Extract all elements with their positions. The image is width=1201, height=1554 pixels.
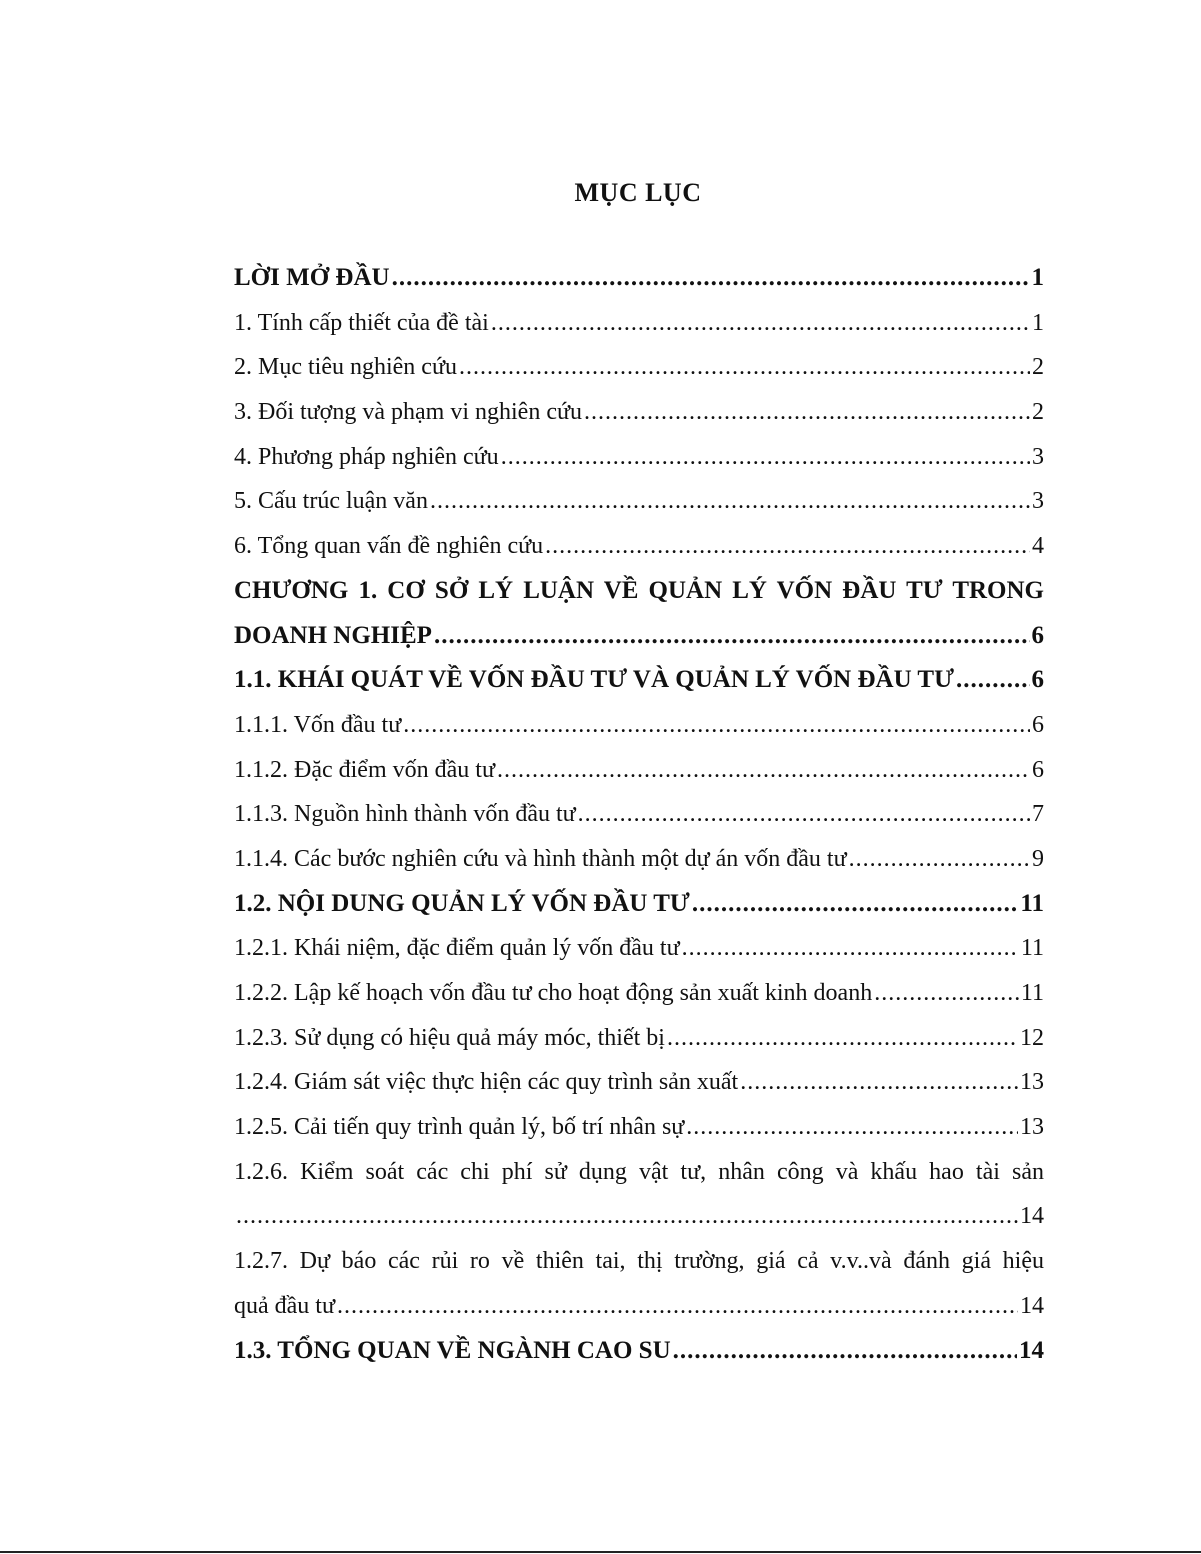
toc-entry[interactable]	[234, 345, 1044, 390]
toc-entry-label-continued: quả đầu tư	[234, 1292, 335, 1319]
toc-entry[interactable]	[234, 1105, 1044, 1150]
toc-entry[interactable]	[234, 1239, 1044, 1328]
toc-leader-dots	[667, 1016, 1018, 1061]
toc-entry-label: 1.2.5. Cải tiến quy trình quản lý, bố trí nhân sự	[234, 1114, 685, 1141]
toc-entry[interactable]	[234, 256, 1044, 301]
toc-leader-dots	[501, 435, 1030, 480]
toc-leader-dots	[956, 658, 1030, 703]
toc-entry-label: 1.2.3. Sử dụng có hiệu quả máy móc, thiết bị	[234, 1024, 665, 1051]
toc-page-number: 1	[1031, 264, 1044, 291]
toc-entry-label: LỜI MỞ ĐẦU	[234, 264, 390, 291]
toc-entry-label-continued: DOANH NGHIỆP	[234, 621, 432, 649]
toc-entry-label: 1.2.6. Kiểm soát các chi phí sử dụng vật tư, nhân công và khấu hao tài sản	[234, 1158, 1044, 1185]
toc-entry-label: 5. Cấu trúc luận văn	[234, 488, 428, 515]
page-bottom-edge	[0, 1551, 1201, 1553]
toc-leader-dots	[673, 1329, 1017, 1374]
toc-page-number: 11	[1020, 935, 1044, 962]
toc-page-number: 11	[1020, 980, 1044, 1007]
toc-entry[interactable]	[234, 926, 1044, 971]
toc-entry[interactable]	[234, 479, 1044, 524]
toc-entry[interactable]	[234, 390, 1044, 435]
toc-leader-dots	[236, 1194, 1018, 1239]
toc-entry[interactable]	[234, 658, 1044, 703]
toc-page-number: 2	[1032, 354, 1044, 381]
toc-entry-label: 1.2. NỘI DUNG QUẢN LÝ VỐN ĐẦU TƯ	[234, 889, 690, 917]
toc-leader-dots	[459, 345, 1030, 390]
toc-entry[interactable]	[234, 524, 1044, 569]
toc-entry-label: 1.1.1. Vốn đầu tư	[234, 711, 402, 738]
toc-page-number: 13	[1020, 1114, 1044, 1141]
toc-entry[interactable]	[234, 1150, 1044, 1239]
toc-leader-dots	[584, 390, 1030, 435]
toc-leader-dots	[578, 792, 1030, 837]
toc-entry-label: 4. Phương pháp nghiên cứu	[234, 443, 499, 470]
toc-entry[interactable]	[234, 748, 1044, 793]
toc-entry[interactable]	[234, 703, 1044, 748]
toc-leader-dots	[430, 479, 1030, 524]
toc-entry[interactable]	[234, 569, 1044, 658]
toc-entry-label: 1.3. TỔNG QUAN VỀ NGÀNH CAO SU	[234, 1336, 671, 1364]
toc-page-number: 6	[1031, 621, 1044, 649]
toc-page-number: 13	[1020, 1069, 1044, 1096]
table-of-contents	[234, 256, 1044, 1373]
toc-entry-label: 1.1.2. Đặc điểm vốn đầu tư	[234, 756, 495, 783]
toc-entry[interactable]	[234, 792, 1044, 837]
toc-entry[interactable]	[234, 882, 1044, 927]
toc-leader-dots	[545, 524, 1030, 569]
toc-entry-label: 1.1. KHÁI QUÁT VỀ VỐN ĐẦU TƯ VÀ QUẢN LÝ VỐN ĐẦU TƯ	[234, 666, 954, 694]
toc-entry[interactable]	[234, 435, 1044, 480]
toc-leader-dots	[434, 614, 1030, 659]
toc-entry-label: 1.2.7. Dự báo các rủi ro về thiên tai, thị trường, giá cả v.v..và đánh giá hiệu	[234, 1248, 1044, 1275]
toc-leader-dots	[682, 926, 1019, 971]
page-title: MỤC LỤC	[574, 178, 702, 207]
toc-page-number: 6	[1032, 756, 1044, 783]
toc-leader-dots	[740, 1060, 1018, 1105]
toc-page-number: 6	[1032, 711, 1044, 738]
toc-entry-label: 1.2.1. Khái niệm, đặc điểm quản lý vốn đầu tư	[234, 935, 680, 962]
toc-entry[interactable]	[234, 1016, 1044, 1061]
toc-entry-label: 2. Mục tiêu nghiên cứu	[234, 354, 457, 381]
toc-leader-dots	[849, 837, 1030, 882]
toc-page-number: 4	[1032, 533, 1044, 560]
toc-leader-dots	[874, 971, 1019, 1016]
toc-leader-dots	[392, 256, 1030, 301]
toc-entry[interactable]	[234, 837, 1044, 882]
toc-leader-dots	[686, 1105, 1018, 1150]
toc-page-number: 14	[1019, 1336, 1044, 1364]
toc-page-number: 7	[1032, 801, 1044, 828]
toc-leader-dots	[403, 703, 1030, 748]
toc-leader-dots	[491, 301, 1030, 346]
toc-entry[interactable]	[234, 1329, 1044, 1374]
toc-entry[interactable]	[234, 301, 1044, 346]
toc-entry-label: 6. Tổng quan vấn đề nghiên cứu	[234, 533, 544, 560]
toc-page-number: 2	[1032, 399, 1044, 426]
toc-entry[interactable]	[234, 1060, 1044, 1105]
toc-page-number: 1	[1032, 309, 1044, 336]
toc-entry[interactable]	[234, 971, 1044, 1016]
toc-page-number: 3	[1032, 488, 1044, 515]
toc-page-number: 6	[1031, 666, 1044, 694]
toc-entry-label: 3. Đối tượng và phạm vi nghiên cứu	[234, 399, 582, 426]
toc-page-number: 9	[1032, 845, 1044, 872]
toc-page-number: 14	[1020, 1203, 1044, 1230]
toc-page-number: 11	[1020, 889, 1044, 917]
toc-page-number: 14	[1020, 1292, 1044, 1319]
toc-entry-label: 1.2.2. Lập kế hoạch vốn đầu tư cho hoạt động sản xuất kinh doanh	[234, 980, 873, 1007]
toc-entry-label: CHƯƠNG 1. CƠ SỞ LÝ LUẬN VỀ QUẢN LÝ VỐN ĐẦU TƯ TRONG	[234, 576, 1044, 604]
toc-leader-dots	[692, 882, 1019, 927]
toc-entry-label: 1.2.4. Giám sát việc thực hiện các quy trình sản xuất	[234, 1069, 739, 1096]
toc-leader-dots	[337, 1284, 1018, 1329]
toc-page-number: 12	[1020, 1024, 1044, 1051]
toc-entry-label: 1. Tính cấp thiết của đề tài	[234, 309, 489, 336]
toc-entry-label: 1.1.3. Nguồn hình thành vốn đầu tư	[234, 801, 576, 828]
toc-leader-dots	[497, 748, 1030, 793]
toc-entry-label: 1.1.4. Các bước nghiên cứu và hình thành một dự án vốn đầu tư	[234, 845, 847, 872]
toc-page-number: 3	[1032, 443, 1044, 470]
